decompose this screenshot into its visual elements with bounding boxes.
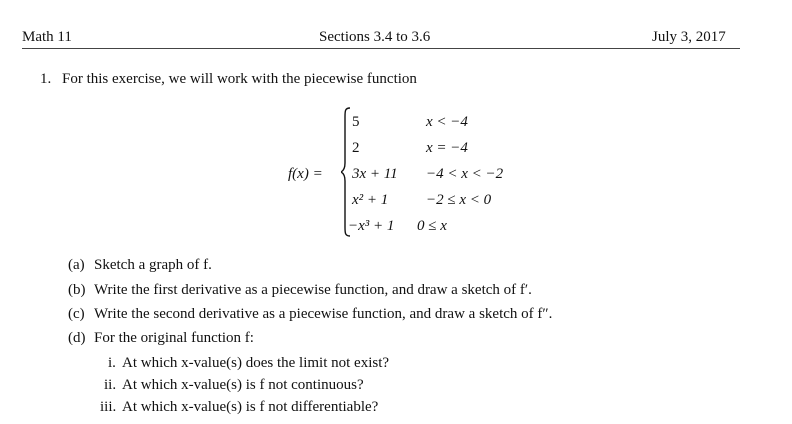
- part-a-label: (a): [68, 257, 85, 273]
- part-b-text: Write the first derivative as a piecewise function, and draw a sketch of f′.: [94, 282, 532, 298]
- piece-cond-1: x < −4: [426, 114, 468, 130]
- piece-expr-3: 3x + 11: [352, 166, 398, 182]
- subpart-i-text: At which x-value(s) does the limit not exist?: [122, 355, 390, 371]
- part-c-text: Write the second derivative as a piecewise function, and draw a sketch of f″.: [94, 306, 553, 322]
- piece-cond-5: 0 ≤ x: [417, 218, 447, 234]
- subpart-i-label: i.: [108, 355, 116, 371]
- function-label: f(x) =: [288, 166, 323, 182]
- piece-expr-5: −x³ + 1: [348, 218, 395, 234]
- header-rule: [22, 48, 740, 49]
- part-d-text: For the original function f:: [94, 330, 254, 346]
- subpart-ii-label: ii.: [104, 377, 117, 393]
- part-d-label: (d): [68, 330, 86, 346]
- problem-number: 1.: [40, 71, 52, 87]
- piece-cond-2: x = −4: [426, 140, 468, 156]
- piece-cond-3: −4 < x < −2: [426, 166, 504, 182]
- problem-intro: For this exercise, we will work with the piecewise function: [62, 71, 417, 87]
- part-c-label: (c): [68, 306, 85, 322]
- header-left: Math 11: [22, 29, 72, 45]
- part-b-label: (b): [68, 282, 86, 298]
- subpart-iii-label: iii.: [100, 399, 117, 415]
- header-center: Sections 3.4 to 3.6: [319, 29, 431, 45]
- subpart-iii-text: At which x-value(s) is f not differentiable?: [122, 399, 379, 415]
- piece-expr-2: 2: [352, 140, 360, 156]
- piece-expr-1: 5: [352, 114, 360, 130]
- piece-cond-4: −2 ≤ x < 0: [426, 192, 492, 208]
- piece-expr-4: x² + 1: [352, 192, 389, 208]
- part-a-text: Sketch a graph of f.: [94, 257, 212, 273]
- subpart-ii-text: At which x-value(s) is f not continuous?: [122, 377, 364, 393]
- header-right: July 3, 2017: [652, 29, 726, 45]
